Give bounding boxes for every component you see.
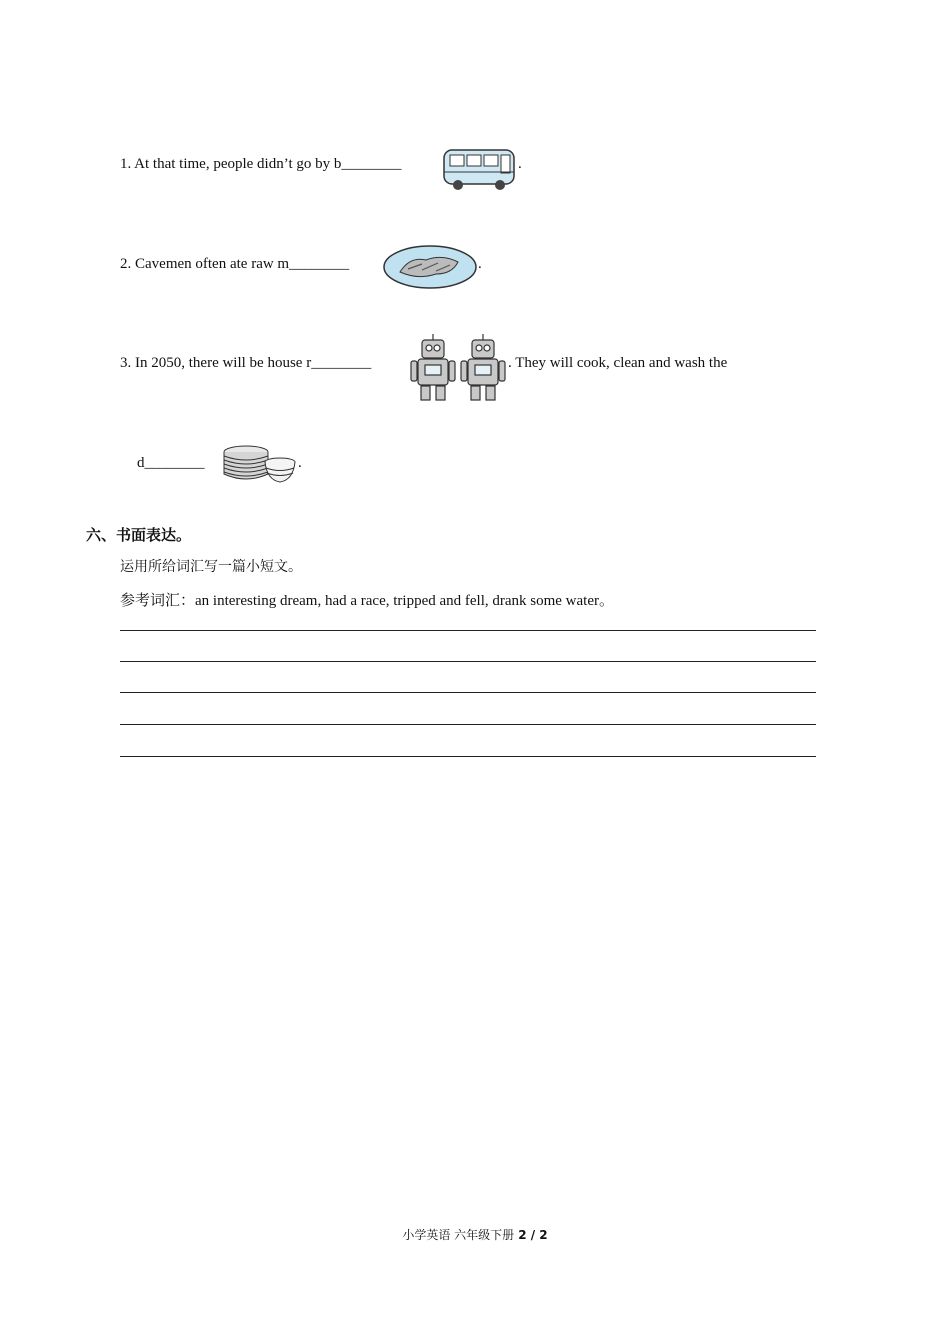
question-2-end: . [478,256,482,272]
question-3-text: 3. In 2050, there will be house r________ [120,355,372,371]
answer-line[interactable] [120,630,816,631]
bus-icon [440,142,518,194]
page-number: 2 / 2 [518,1228,548,1242]
question-1-text: 1. At that time, people didn’t go by b________ [120,156,402,172]
section-instruction: 运用所给词汇写一篇小短文。 [120,559,302,575]
dishes-icon [222,440,298,490]
question-2-text: 2. Cavemen often ate raw m________ [120,256,350,272]
question-3-line2-end: . [298,455,302,471]
answer-line[interactable] [120,661,816,662]
page-footer [0,1226,950,1243]
footer-text: 小学英语 六年级下册 [402,1228,515,1242]
question-3-line2-text: d________ [137,455,205,471]
answer-line[interactable] [120,724,816,725]
question-1-end: . [518,156,522,172]
question-3-continuation: . They will cook, clean and wash the [508,355,728,371]
vocab-list: 参考词汇：an interesting dream, had a race, tripped and fell, drank some water。 [120,593,614,609]
section-heading: 六、书面表达。 [86,526,192,544]
answer-line[interactable] [120,756,816,757]
answer-line[interactable] [120,692,816,693]
robots-icon [408,332,508,402]
meat-plate-icon [382,244,478,290]
